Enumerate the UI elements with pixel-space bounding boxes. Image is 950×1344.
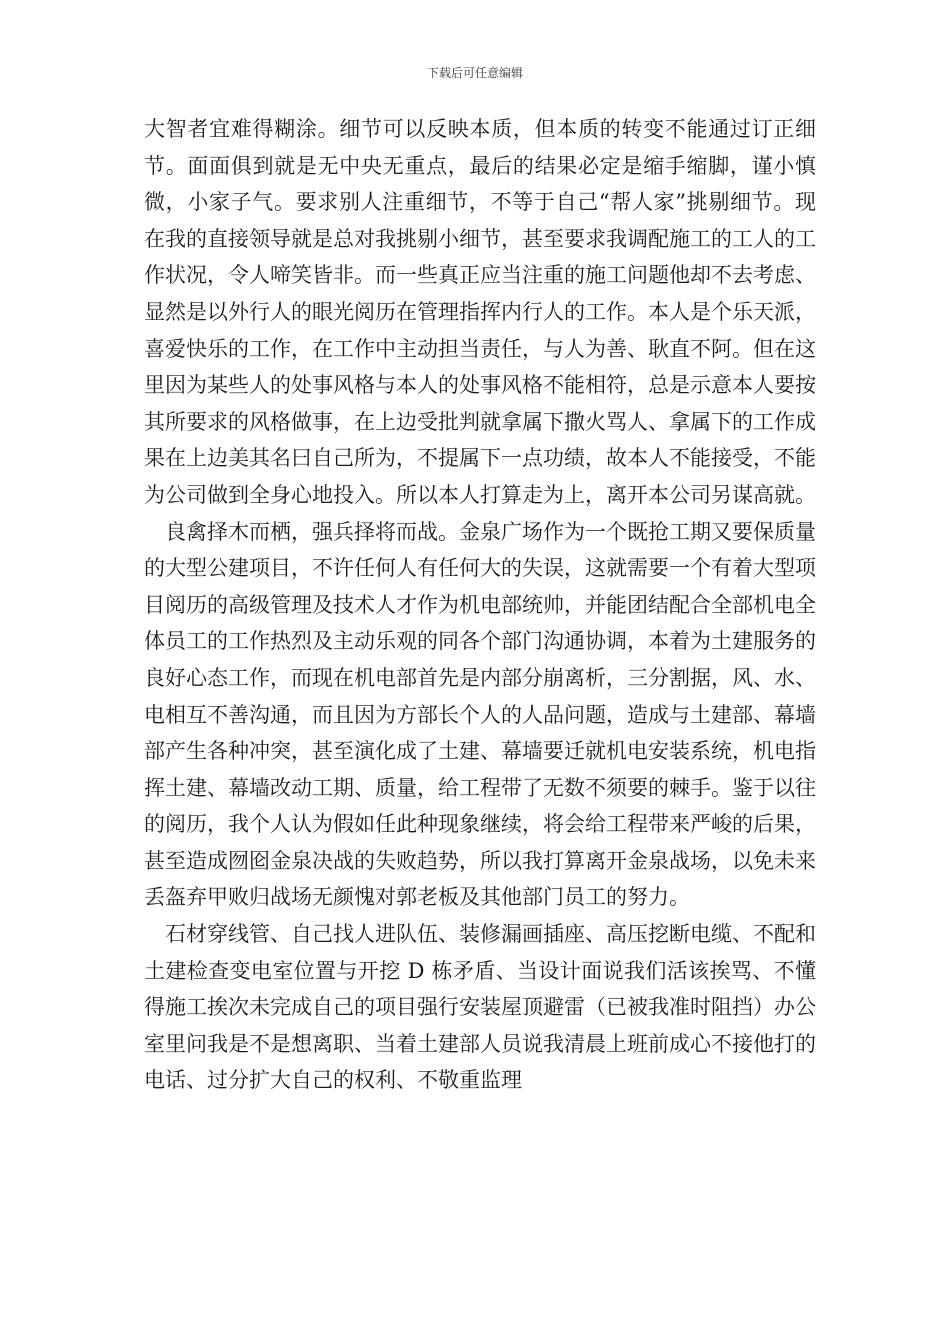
page-header-note: 下载后可任意编辑 [426, 66, 523, 80]
document-body [144, 111, 816, 1099]
paragraph-3: 石材穿线管、自己找人进队伍、装修漏画插座、高压挖断电缆、不配和土建检查变电室位置与开挖 D 栋矛盾、当设计面说我们活该挨骂、不懂得施工挨次未完成自己的项目强行安装屋顶避雷（已被我准时阻挡）办公室里问我是不是想离职、当着土建部人员说我清晨上班前成心不接他打的电话、过分扩大自己的权利、不敬重监理 [144, 922, 816, 1093]
paragraph-2: 良禽择木而栖，强兵择将而战。金泉广场作为一个既抢工期又要保质量的大型公建项目，不许任何人有任何大的失误，这就需要一个有着大型项目阅历的高级管理及技术人才作为机电部统帅，并能团结配合全部机电全体员工的工作热烈及主动乐观的同各个部门沟通协调，本着为土建服务的良好心态工作，而现在机电部首先是内部分崩离析，三分割据，风、水、电相互不善沟通，而且因为方部长个人的人品问题，造成与土建部、幕墙部产生各种冲突，甚至演化成了土建、幕墙要迁就机电安装系统，机电指挥土建、幕墙改动工期、质量，给工程带了无数不须要的棘手。鉴于以往的阅历，我个人认为假如任此种现象继续，将会给工程带来严峻的后果，甚至造成囫囵金泉决战的失败趋势，所以我打算离开金泉战场，以免未来丢盔弃甲败归战场无颜愧对郭老板及其他部门员工的努力。 [144, 519, 816, 910]
paragraph-1: 大智者宜难得糊涂。细节可以反映本质，但本质的转变不能通过订正细节。面面俱到就是无中央无重点，最后的结果必定是缩手缩脚，谨小慎微，小家子气。要求别人注重细节，不等于自己“帮人家”挑剔细节。现在我的直接领导就是总对我挑剔小细节，甚至要求我调配施工的工人的工作状况，令人啼笑皆非。而一些真正应当注重的施工问题他却不去考虑、显然是以外行人的眼光阅历在管理指挥内行人的工作。本人是个乐天派，喜爱快乐的工作，在工作中主动担当责任，与人为善、耿直不阿。但在这里因为某些人的处事风格与本人的处事风格不能相符，总是示意本人要按其所要求的风格做事，在上边受批判就拿属下撒火骂人、拿属下的工作成果在上边美其名曰自己所为，不提属下一点功绩，故本人不能接受，不能为公司做到全身心地投入。所以本人打算走为上，离开本公司另谋高就。 [144, 117, 816, 507]
